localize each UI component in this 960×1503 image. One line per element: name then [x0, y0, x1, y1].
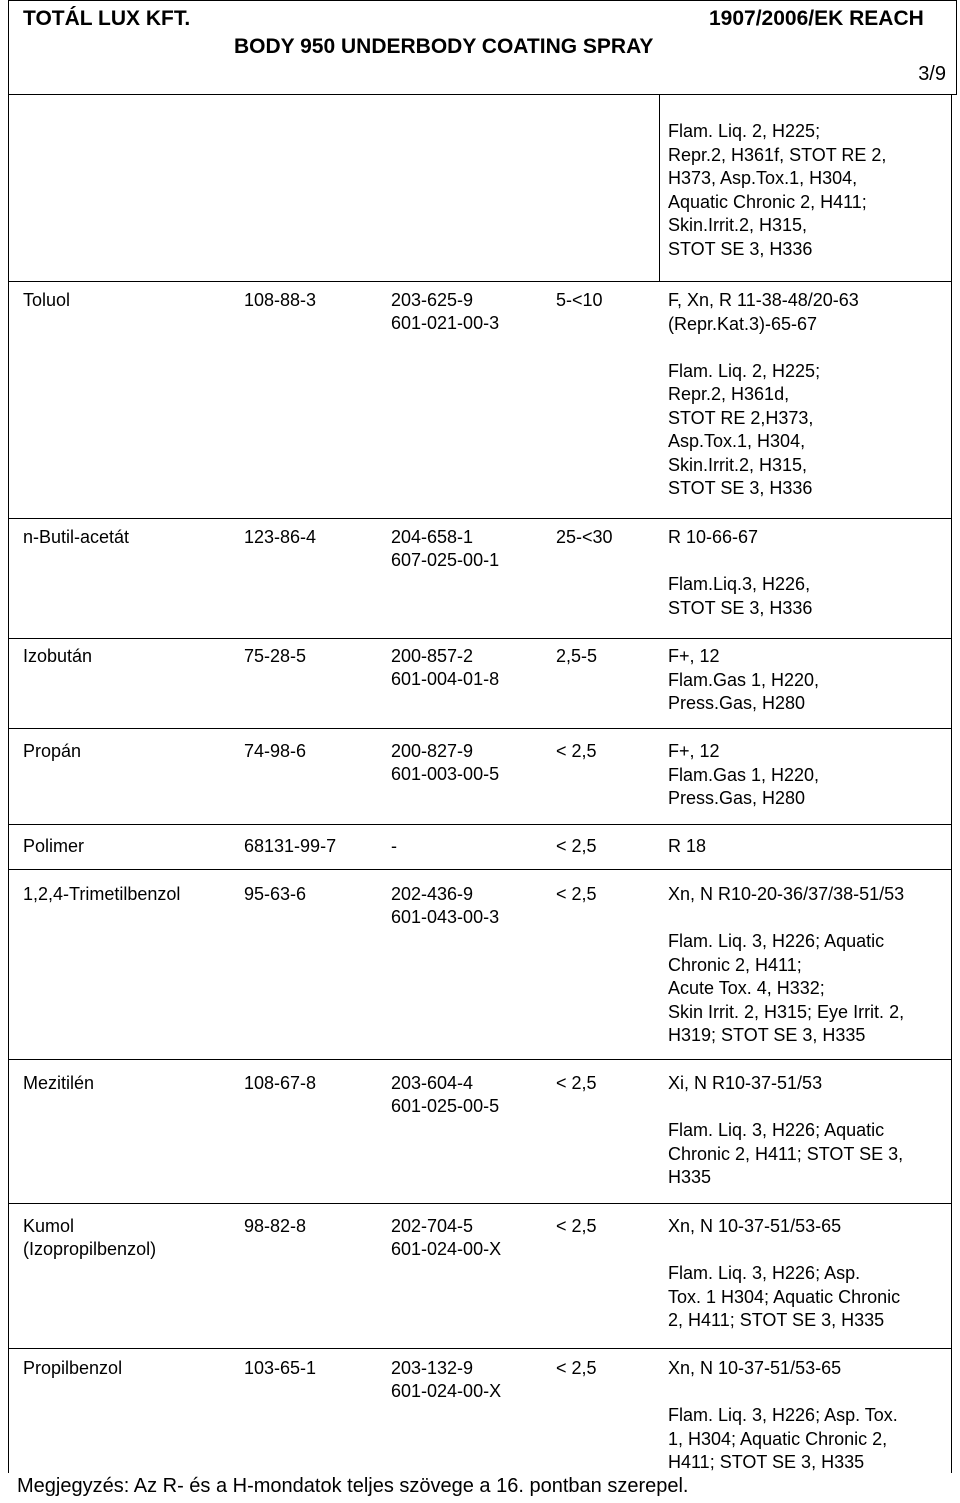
h-phrase: Skin.Irrit.2, H315,: [668, 454, 808, 475]
h-phrase: Flam.Liq.3, H226,: [668, 574, 811, 594]
cas-number: 108-67-8: [244, 1073, 317, 1093]
row-divider: [8, 1059, 952, 1060]
h-phrase: Flam. Liq. 3, H226; Asp.: [668, 1263, 861, 1283]
h-phrase: Skin Irrit. 2, H315; Eye Irrit. 2,: [668, 1001, 905, 1022]
classification-line: Flam. Liq. 2, H225;: [668, 121, 821, 141]
classification-line: STOT SE 3, H336: [668, 238, 813, 259]
h-phrase: STOT SE 3, H336: [668, 478, 813, 498]
footnote: Megjegyzés: Az R- és a H-mondatok teljes szövege a 16. pontban szerepel.: [17, 1475, 689, 1497]
index-number: 601-004-01-8: [391, 669, 500, 689]
substance-name: Polimer: [23, 836, 85, 856]
r-phrase: R 18: [668, 836, 707, 856]
cas-number: 98-82-8: [244, 1216, 307, 1236]
ec-number: 203-132-9: [391, 1358, 474, 1378]
h-phrase: Press.Gas, H280: [668, 693, 806, 713]
row-divider: [8, 518, 952, 519]
h-phrase: STOT SE 3, H336: [668, 597, 813, 618]
cas-number: 74-98-6: [244, 741, 307, 761]
h-phrase: Repr.2, H361d,: [668, 384, 790, 404]
ec-number: -: [391, 836, 397, 856]
classification-line: Repr.2, H361f, STOT RE 2,: [668, 144, 887, 165]
concentration: 5-<10: [556, 290, 603, 310]
product-name: BODY 950 UNDERBODY COATING SPRAY: [234, 35, 654, 58]
row-divider: [8, 1348, 952, 1349]
h-phrase: H319; STOT SE 3, H335: [668, 1025, 866, 1045]
index-number: 607-025-00-1: [391, 550, 500, 570]
r-phrase: F+, 12: [668, 646, 720, 666]
index-number: 601-024-00-X: [391, 1239, 502, 1259]
company-name: TOTÁL LUX KFT.: [23, 7, 191, 30]
h-phrase: Chronic 2, H411;: [668, 954, 802, 975]
index-number: 601-003-00-5: [391, 764, 500, 784]
h-phrase: Chronic 2, H411; STOT SE 3,: [668, 1143, 904, 1164]
cas-number: 103-65-1: [244, 1358, 317, 1378]
classification: [668, 1357, 946, 1475]
row-divider: [8, 869, 952, 870]
concentration: 25-<30: [556, 527, 613, 547]
row-divider: [8, 824, 952, 825]
concentration: < 2,5: [556, 1073, 597, 1093]
r-phrase: Xn, N 10-37-51/53-65: [668, 1358, 842, 1378]
h-phrase: Tox. 1 H304; Aquatic Chronic: [668, 1286, 901, 1307]
row-divider: [8, 281, 952, 282]
ec-number: 200-827-9: [391, 741, 474, 761]
index-number: 601-025-00-5: [391, 1096, 500, 1116]
concentration: < 2,5: [556, 884, 597, 904]
h-phrase: Flam. Liq. 3, H226; Asp. Tox.: [668, 1405, 898, 1425]
row-divider: [8, 1203, 952, 1204]
substance-name: Propán: [23, 741, 82, 761]
column-divider: [659, 95, 660, 281]
row-divider: [8, 728, 952, 729]
index-number: 601-021-00-3: [391, 313, 500, 333]
substance-name: Propilbenzol: [23, 1358, 123, 1378]
classification: [668, 289, 946, 501]
h-phrase: STOT RE 2,H373,: [668, 407, 814, 428]
ec-number: 200-857-2: [391, 646, 474, 666]
h-phrase: H411; STOT SE 3, H335: [668, 1452, 865, 1472]
r-phrase: F, Xn, R 11-38-48/20-63: [668, 290, 859, 310]
h-phrase: Flam. Liq. 2, H225;: [668, 360, 821, 381]
r-phrase: Xn, N 10-37-51/53-65: [668, 1216, 842, 1236]
concentration: < 2,5: [556, 836, 597, 856]
classification: [668, 883, 946, 1048]
concentration: 2,5-5: [556, 646, 598, 666]
substance-name: Mezitilén: [23, 1073, 95, 1093]
substance-name: 1,2,4-Trimetilbenzol: [23, 884, 181, 904]
document-header: [8, 0, 957, 95]
continued-classification: [668, 120, 946, 261]
page-number: 3/9: [918, 63, 946, 85]
r-phrase: F+, 12: [668, 741, 720, 761]
h-phrase: Press.Gas, H280: [668, 788, 806, 808]
r-phrase: (Repr.Kat.3)-65-67: [668, 313, 818, 334]
substance-name: n-Butil-acetát: [23, 527, 130, 547]
ec-number: 204-658-1: [391, 527, 474, 547]
classification-line: Aquatic Chronic 2, H411;: [668, 191, 867, 212]
cas-number: 108-88-3: [244, 290, 317, 310]
classification: [668, 645, 946, 716]
h-phrase: H335: [668, 1167, 712, 1187]
r-phrase: Xi, N R10-37-51/53: [668, 1073, 823, 1093]
h-phrase: Asp.Tox.1, H304,: [668, 431, 806, 451]
cas-number: 95-63-6: [244, 884, 307, 904]
h-phrase: Acute Tox. 4, H332;: [668, 978, 825, 998]
classification-line: H373, Asp.Tox.1, H304,: [668, 168, 858, 188]
row-divider: [8, 638, 952, 639]
index-number: 601-024-00-X: [391, 1381, 502, 1401]
ec-number: 203-625-9: [391, 290, 474, 310]
cas-number: 123-86-4: [244, 527, 317, 547]
h-phrase: 2, H411; STOT SE 3, H335: [668, 1310, 885, 1330]
h-phrase: Flam. Liq. 3, H226; Aquatic: [668, 931, 885, 951]
ec-number: 203-604-4: [391, 1073, 474, 1093]
table-left-border: [8, 95, 9, 1473]
h-phrase: Flam. Liq. 3, H226; Aquatic: [668, 1120, 885, 1140]
concentration: < 2,5: [556, 741, 597, 761]
concentration: < 2,5: [556, 1216, 597, 1236]
h-phrase: 1, H304; Aquatic Chronic 2,: [668, 1428, 888, 1449]
regulation-label: 1907/2006/EK REACH: [709, 7, 924, 30]
h-phrase: Flam.Gas 1, H220,: [668, 669, 820, 690]
cas-number: 75-28-5: [244, 646, 307, 666]
ec-number: 202-436-9: [391, 884, 474, 904]
ec-number: 202-704-5: [391, 1216, 474, 1236]
h-phrase: Flam.Gas 1, H220,: [668, 764, 820, 785]
r-phrase: Xn, N R10-20-36/37/38-51/53: [668, 884, 905, 904]
r-phrase: R 10-66-67: [668, 527, 759, 547]
classification: [668, 1072, 946, 1190]
substance-name-alt: (Izopropilbenzol): [23, 1239, 157, 1259]
index-number: 601-043-00-3: [391, 907, 500, 927]
classification: [668, 740, 946, 811]
classification-line: Skin.Irrit.2, H315,: [668, 215, 808, 235]
substance-name: Toluol: [23, 290, 71, 310]
classification: [668, 526, 946, 620]
substance-name: Kumol: [23, 1216, 75, 1236]
substance-name: Izobután: [23, 646, 93, 666]
classification: [668, 1215, 946, 1333]
concentration: < 2,5: [556, 1358, 597, 1378]
classification: [668, 835, 946, 859]
cas-number: 68131-99-7: [244, 836, 337, 856]
table-right-border: [951, 95, 952, 1473]
